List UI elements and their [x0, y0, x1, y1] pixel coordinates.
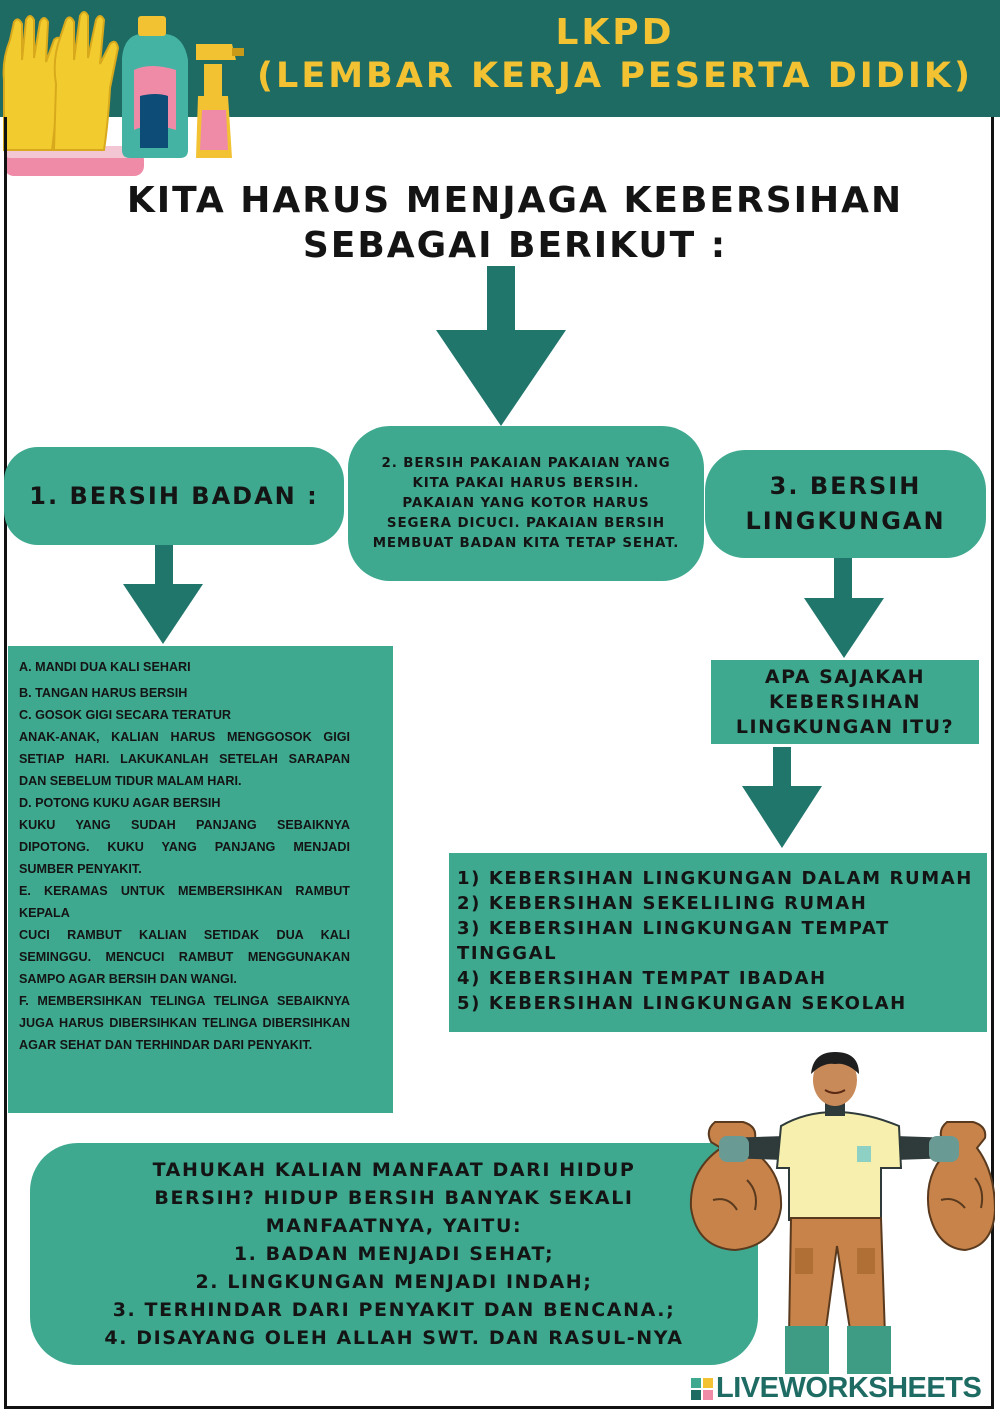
benefits-line: 3. TERHINDAR DARI PENYAKIT DAN BENCANA.; [112, 1299, 676, 1321]
benefits-line: 4. DISAYANG OLEH ALLAH SWT. DAN RASUL-NYA [104, 1327, 684, 1349]
clean-body-label: 1. BERSIH BADAN : [29, 482, 319, 510]
list-item: 2) KEBERSIHAN SEKELILING RUMAH [457, 893, 868, 914]
list-item: B. TANGAN HARUS BERSIH [19, 686, 188, 700]
benefits-line: MANFAATNYA, YAITU: [265, 1215, 523, 1237]
benefits-line: TAHUKAH KALIAN MANFAAT DARI HIDUP [152, 1159, 636, 1181]
clean-environment-line2: LINGKUNGAN [745, 507, 946, 535]
list-item: 1) KEBERSIHAN LINGKUNGAN DALAM RUMAH [457, 868, 973, 889]
clean-clothes-line: KITA PAKAI HARUS BERSIH. [412, 475, 640, 491]
list-item: 4) KEBERSIHAN TEMPAT IBADAH [457, 968, 827, 989]
list-item: D. POTONG KUKU AGAR BERSIH [19, 796, 221, 810]
list-item: KUKU YANG SUDAH PANJANG SEBAIKNYA DIPOTONG. KUKU YANG PANJANG MENJADI SUMBER PENYAKIT. [19, 818, 350, 876]
benefits-line: 1. BADAN MENJADI SEHAT; [233, 1243, 555, 1265]
list-item: 5) KEBERSIHAN LINGKUNGAN SEKOLAH [457, 993, 907, 1014]
benefits-box [30, 1143, 758, 1365]
body-cleanliness-list [8, 646, 393, 1113]
list-item: F. MEMBERSIHKAN TELINGA TELINGA SEBAIKNYA JUGA HARUS DIBERSIHKAN TELINGA DIBERSIHKAN AGAR SEHAT DAN TERHINDAR DARI PENYAKIT. [19, 994, 350, 1052]
question-line: KEBERSIHAN [768, 690, 922, 713]
main-title-line2: SEBAGAI BERIKUT : [302, 225, 728, 266]
question-line: LINGKUNGAN ITU? [735, 715, 955, 738]
clean-clothes-line: PAKAIAN YANG KOTOR HARUS [402, 495, 650, 511]
arrow-down-icon [742, 747, 822, 848]
header-title-line1: LKPD [555, 12, 675, 53]
header-title-line2: (LEMBAR KERJA PESERTA DIDIK) [257, 56, 973, 96]
garbage-man-illustration [685, 1050, 995, 1380]
arrow-down-icon [804, 558, 884, 658]
list-item: CUCI RAMBUT KALIAN SETIDAK DUA KALI SEMINGGU. MENCUCI RAMBUT MENGGUNAKAN SAMPO AGAR BERSIH DAN WANGI. [19, 928, 350, 986]
arrow-down-icon [123, 545, 203, 644]
environment-question [711, 660, 979, 744]
clean-clothes-line: SEGERA DICUCI. PAKAIAN BERSIH [386, 515, 666, 531]
clean-clothes-line: MEMBUAT BADAN KITA TETAP SEHAT. [372, 535, 680, 551]
clean-body-heading [4, 447, 344, 545]
main-title-line1: KITA HARUS MENJAGA KEBERSIHAN [126, 180, 904, 221]
arrow-down-icon [436, 266, 566, 426]
benefits-line: BERSIH? HIDUP BERSIH BANYAK SEKALI [154, 1187, 634, 1209]
liveworksheets-watermark [690, 1372, 981, 1405]
list-item: 3) KEBERSIHAN LINGKUNGAN TEMPAT [457, 918, 890, 939]
clean-clothes-line: 2. BERSIH PAKAIAN PAKAIAN YANG [381, 455, 671, 471]
watermark-text: LIVEWORKSHEETS [716, 1372, 982, 1404]
question-line: APA SAJAKAH [764, 665, 926, 688]
environment-list [449, 853, 987, 1032]
clean-clothes-box [348, 426, 704, 581]
benefits-line: 2. LINGKUNGAN MENJADI INDAH; [195, 1271, 593, 1293]
list-item: A. MANDI DUA KALI SEHARI [19, 660, 191, 674]
list-item: TINGGAL [457, 943, 558, 964]
list-item: E. KERAMAS UNTUK MEMBERSIHKAN RAMBUT KEPALA [19, 884, 350, 920]
list-item: C. GOSOK GIGI SECARA TERATUR [19, 708, 232, 722]
liveworksheets-logo-icon [690, 1377, 714, 1401]
clean-environment-line1: 3. BERSIH [769, 472, 922, 500]
clean-environment-heading [705, 450, 986, 558]
list-item: ANAK-ANAK, KALIAN HARUS MENGGOSOK GIGI SETIAP HARI. LAKUKANLAH SETELAH SARAPAN DAN SEBELUM TIDUR MALAM HARI. [19, 730, 350, 788]
